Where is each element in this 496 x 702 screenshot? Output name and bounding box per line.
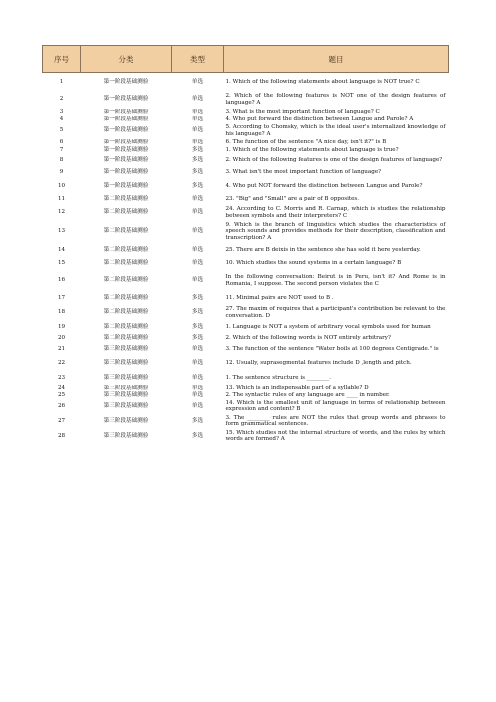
row-number: 26 [57,403,66,410]
row-number: 25 [57,391,66,398]
row-number: 10 [57,183,66,190]
row-type: 单选 [191,115,204,122]
row-category: 第一阶段基础测验 [103,157,149,164]
row-category: 第二阶段基础测验 [103,228,149,235]
row-category: 第二阶段基础测验 [103,334,149,341]
table-row [43,179,449,195]
row-number: 16 [57,277,66,284]
table-row [43,123,449,139]
row-number: 15 [57,260,66,267]
row-type: 单选 [191,108,204,115]
question-rows [43,73,449,444]
row-type: 单选 [191,127,204,134]
row-category: 第二阶段基础测验 [103,260,149,267]
row-question: 2. The syntactic rules of any language are ____ in number. [225,391,390,398]
row-type: 多选 [191,295,204,302]
row-number: 4 [59,115,64,122]
row-number: 6 [59,138,64,145]
row-question: 25. There are B deixis in the sentence she has sold it here yesterday. [225,247,421,254]
row-question: 23. "Big" and "Small" are a pair of B opposites. [225,196,360,203]
row-number: 12 [57,209,66,216]
row-number: 7 [59,146,64,153]
table-row [43,269,449,293]
row-category: 第三阶段基础测验 [103,374,149,381]
row-type: 多选 [191,417,204,424]
row-question: 2. Which of the following features is NOT one of the design features of language? A [225,93,446,106]
row-type: 多选 [191,146,204,153]
header-category: 分类 [81,46,172,73]
row-type: 单选 [191,228,204,235]
table-row [43,195,449,205]
row-question: 1. Which of the following statements about language is NOT true? C [225,78,420,85]
table-row [43,155,449,167]
row-type: 单选 [191,96,204,103]
table-row [43,243,449,259]
row-category: 第二阶段基础测验 [103,309,149,316]
row-number: 13 [57,228,66,235]
table-row [43,356,449,372]
row-category: 第三阶段基础测验 [103,384,149,391]
row-category: 第三阶段基础测验 [103,345,149,352]
row-category: 第三阶段基础测验 [103,391,149,398]
row-type: 单选 [191,209,204,216]
row-type: 多选 [191,432,204,439]
row-question: 3. The function of the sentence "Water boils at 100 degrees Centigrade." is [225,345,439,352]
table-row [43,259,449,269]
row-type: 单选 [191,138,204,145]
row-type: 多选 [191,157,204,164]
row-number: 9 [59,169,64,176]
table-row [43,372,449,385]
row-question: 2. Which of the following words is NOT entirely arbitrary? [225,334,391,341]
row-category: 第三阶段基础测验 [103,403,149,410]
row-type: 单选 [191,260,204,267]
question-table [42,45,449,444]
header-type: 类型 [172,46,224,73]
row-number: 23 [57,374,66,381]
row-category: 第二阶段基础测验 [103,277,149,284]
table-row [43,167,449,179]
row-question: 4. Who put forward the distinction between Langue and Parole? A [225,115,414,122]
row-number: 11 [57,196,66,203]
row-category: 第三阶段基础测验 [103,432,149,439]
row-question: 6. The function of the sentence "A nice day, isn't it?" is B [225,138,387,145]
row-question: 9. Which is the branch of linguistics which studies the characteristics of speech sounds and provides methods for their description, classification and transcription? A [225,222,446,241]
row-category: 第二阶段基础测验 [103,247,149,254]
row-type: 多选 [191,309,204,316]
row-type: 单选 [191,374,204,381]
row-question: 14. Which is the smallest unit of language in terms of relationship between expression and content? B [225,400,446,413]
row-number: 27 [57,417,66,424]
table-row [43,116,449,123]
row-number: 3 [59,108,64,115]
row-category: 第三阶段基础测验 [103,360,149,367]
header-question: 题目 [224,46,449,73]
row-type: 多选 [191,169,204,176]
row-category: 第一阶段基础测验 [103,169,149,176]
row-question: 15. Which studies not the internal structure of words, and the rules by which words are formed? A [225,429,446,442]
row-type: 单选 [191,277,204,284]
table-row [43,146,449,155]
row-question: 3. What is the most important function of language? C [225,108,380,115]
table-row [43,73,449,91]
row-type: 单选 [191,196,204,203]
table-row [43,391,449,399]
row-number: 17 [57,295,66,302]
table-row [43,91,449,109]
row-category: 第一阶段基础测验 [103,78,149,85]
row-type: 单选 [191,345,204,352]
row-category: 第一阶段基础测验 [103,108,149,115]
row-question: 10. Which studies the sound systems in a certain language? B [225,260,402,267]
table-row [43,205,449,221]
row-number: 24 [57,384,66,391]
row-category: 第二阶段基础测验 [103,196,149,203]
row-category: 第二阶段基础测验 [103,209,149,216]
table-row [43,428,449,444]
header-no: 序号 [43,46,81,73]
table-row [43,109,449,116]
table-row [43,414,449,428]
row-question: 5. According to Chomsky, which is the ideal user's internalized knowledge of his language? A [225,124,446,137]
row-question: 1. Language is NOT a system of arbitrary vocal symbols used for human [225,323,431,330]
table-row [43,343,449,356]
row-type: 多选 [191,183,204,190]
row-type: 多选 [191,334,204,341]
row-question: 3. What isn't the most important function of language? [225,169,382,176]
row-question: 12. Usually, suprasegmental features include D ,length and pitch. [225,360,412,367]
row-number: 5 [59,127,64,134]
row-category: 第一阶段基础测验 [103,127,149,134]
row-number: 2 [59,96,64,103]
row-number: 1 [59,78,64,85]
row-question: In the following conversation: Beirut is in Peru, isn't it? And Rome is in Romania, I suppose. The second person violates the C [225,274,446,287]
table-row [43,399,449,414]
table-row [43,305,449,321]
row-category: 第一阶段基础测验 [103,138,149,145]
row-type: 单选 [191,391,204,398]
table-row [43,334,449,343]
row-question: 3. The ________ rules are NOT the rules that group words and phrases to form grammatical sentences. [225,414,446,427]
row-number: 20 [57,334,66,341]
table-row [43,221,449,243]
row-question: 2. Which of the following features is one of the design features of language? [225,157,443,164]
row-type: 单选 [191,247,204,254]
row-question: 11. Minimal pairs are NOT used to B . [225,295,334,302]
header-row [43,46,449,73]
row-question: 1. The sentence structure is ________. [225,374,331,381]
row-question: 27. The maxim of requires that a participant's contribution be relevant to the conversation. D [225,306,446,319]
row-type: 单选 [191,403,204,410]
row-number: 28 [57,432,66,439]
row-category: 第二阶段基础测验 [103,295,149,302]
row-question: 24. According to C. Morris and R. Carnap, which is studies the relationship between symbols and their interpreters? C [225,206,446,219]
row-category: 第一阶段基础测验 [103,146,149,153]
row-category: 第一阶段基础测验 [103,115,149,122]
row-type: 多选 [191,323,204,330]
row-category: 第一阶段基础测验 [103,96,149,103]
table-row [43,293,449,305]
table-row [43,139,449,146]
row-question: 4. Who put NOT forward the distinction between Langue and Parole? [225,183,423,190]
row-type: 单选 [191,384,204,391]
row-number: 21 [57,345,66,352]
row-type: 单选 [191,78,204,85]
row-type: 单选 [191,360,204,367]
row-category: 第三阶段基础测验 [103,417,149,424]
row-number: 8 [59,157,64,164]
question-table-sheet [42,45,448,444]
row-number: 22 [57,360,66,367]
row-question: 13. Which is an indispensable part of a syllable? D [225,384,369,391]
row-number: 18 [57,309,66,316]
row-category: 第一阶段基础测验 [103,183,149,190]
row-question: 1. Which of the following statements about language is true? [225,146,399,153]
row-number: 14 [57,247,66,254]
table-row [43,321,449,334]
row-number: 19 [57,323,66,330]
row-category: 第二阶段基础测验 [103,323,149,330]
